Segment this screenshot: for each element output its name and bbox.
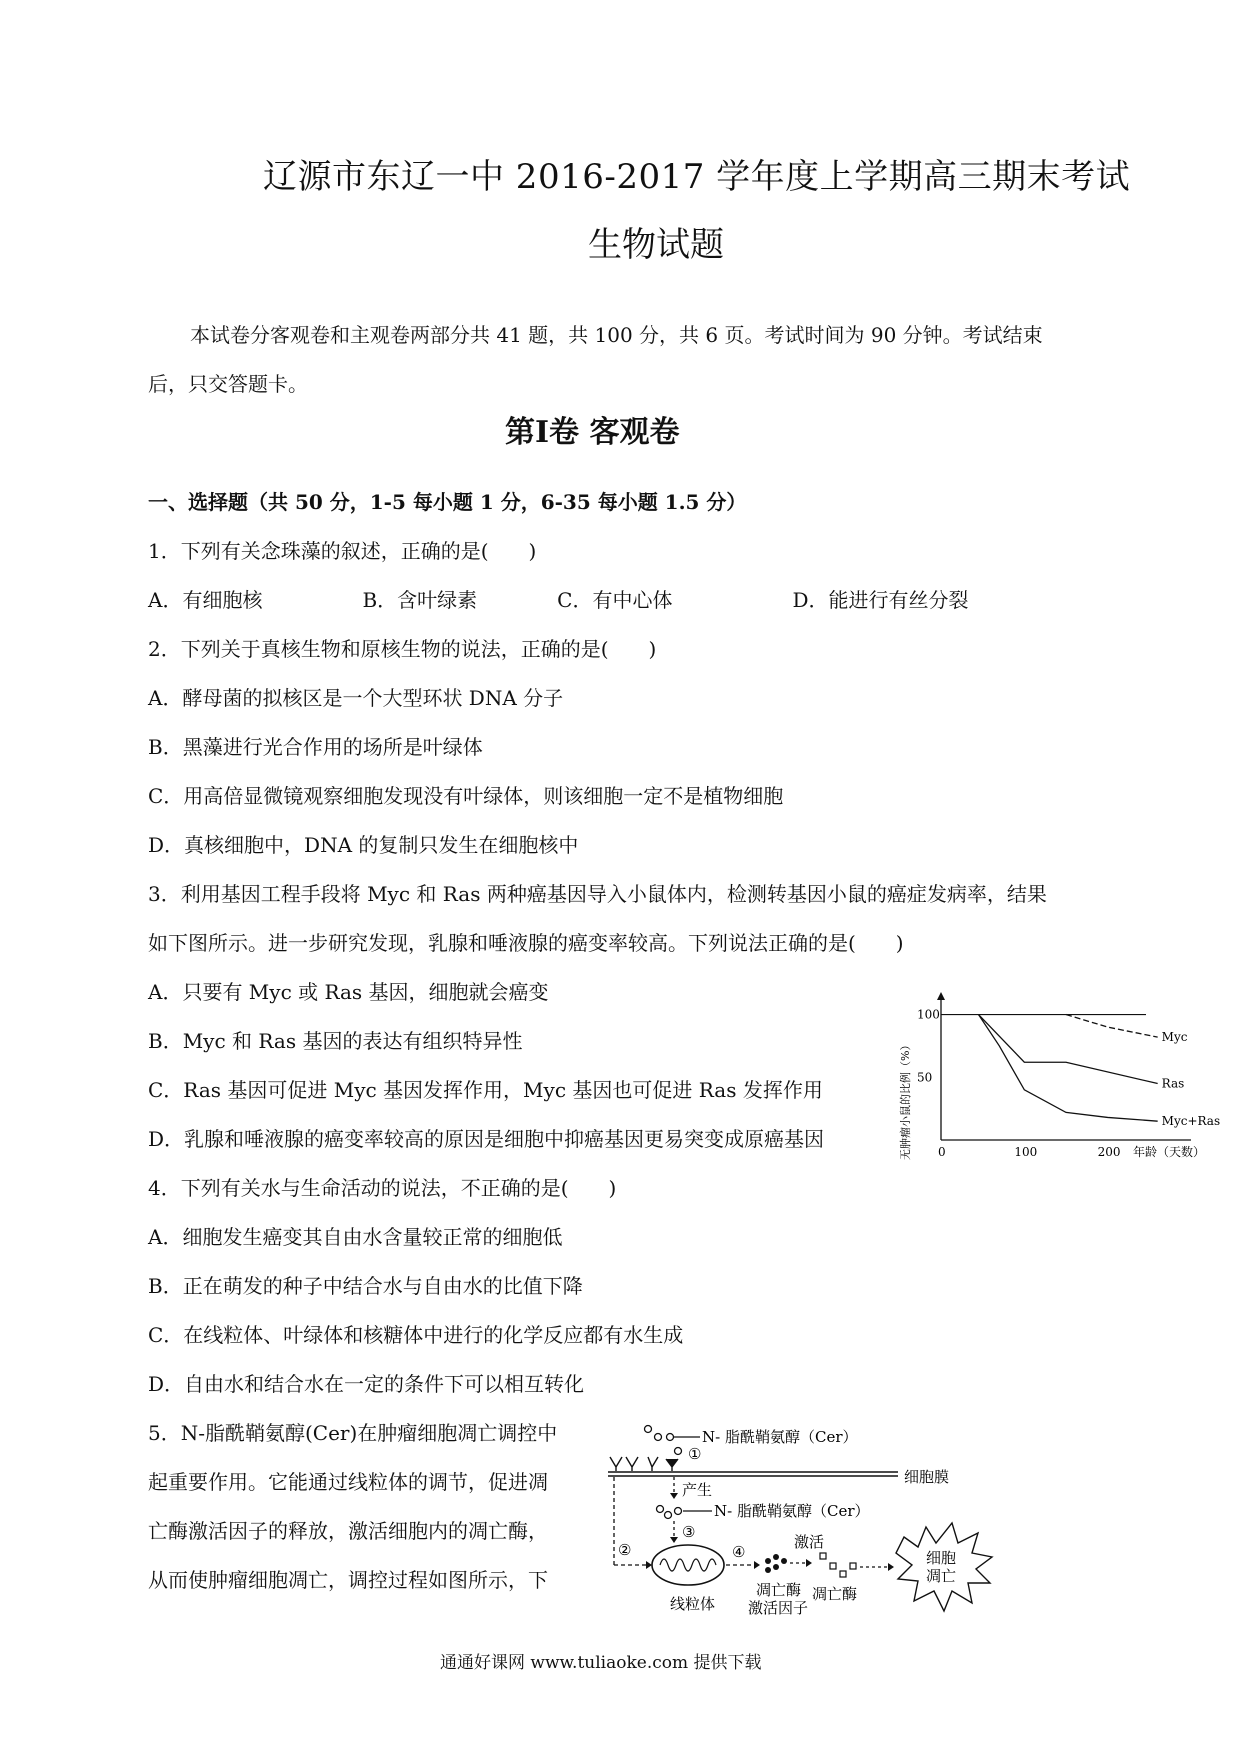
chart-y-label: 无肿瘤小鼠的比例（%） (899, 1039, 912, 1160)
cer-apoptosis-diagram (608, 1415, 1038, 1630)
arrow-head (646, 1561, 652, 1569)
option-line: B．黑藻进行光合作用的场所是叶绿体 (148, 735, 483, 759)
option-line: D．真核细胞中，DNA 的复制只发生在细胞核中 (148, 833, 579, 857)
enzyme-square (830, 1563, 836, 1569)
question-line: 从而使肿瘤细胞凋亡，调控过程如图所示，下 (148, 1568, 548, 1592)
option-line: A．细胞发生癌变其自由水含量较正常的细胞低 (148, 1225, 563, 1249)
section-title: 第Ⅰ卷 客观卷 (505, 415, 680, 450)
chart-y-axis-arrow (937, 992, 945, 1000)
chart-x-tick-label: 100 (1014, 1145, 1038, 1159)
chart-x-tick-label: 0 (938, 1145, 946, 1159)
question-line: 起重要作用。它能通过线粒体的调节，促进凋 (148, 1470, 548, 1494)
receptor-icon (626, 1457, 638, 1471)
step-2-marker: ② (618, 1541, 632, 1559)
chart-series-line (1066, 1015, 1158, 1038)
step-4-marker: ④ (732, 1543, 746, 1561)
chart-series-label: Ras (1161, 1076, 1185, 1091)
factor-dot (773, 1564, 779, 1570)
receptor-icon (610, 1457, 622, 1471)
chart-x-label: 年龄（天数） (1133, 1145, 1206, 1159)
chart-axes (917, 992, 1191, 1159)
enzyme-square (820, 1553, 826, 1559)
question-line: 1．下列有关念珠藻的叙述，正确的是( ) (148, 539, 537, 563)
option-line: C．用高倍显微镜观察细胞发现没有叶绿体，则该细胞一定不是植物细胞 (148, 784, 784, 808)
option-line: B．正在萌发的种子中结合水与自由水的比值下降 (148, 1274, 583, 1298)
exam-subtitle: 生物试题 (588, 225, 724, 265)
enzyme-square (850, 1563, 856, 1569)
chart-series (979, 1015, 1221, 1129)
option-line: C．Ras 基因可促进 Myc 基因发挥作用，Myc 基因也可促进 Ras 发挥作用 (148, 1078, 823, 1102)
activate-label: 激活 (794, 1533, 825, 1551)
arrow-head (806, 1559, 812, 1567)
cer-molecule (675, 1508, 682, 1515)
factor-label-2: 激活因子 (748, 1599, 809, 1617)
factor-label-1: 凋亡酶 (756, 1581, 802, 1599)
enzyme-label: 凋亡酶 (812, 1585, 858, 1603)
arrow-head (670, 1537, 678, 1543)
factor-dot (773, 1554, 779, 1560)
arrow-head (888, 1563, 894, 1571)
chart-y-tick-label: 50 (917, 1070, 933, 1085)
mitochondrion-icon (652, 1545, 724, 1585)
arrow-head (754, 1561, 760, 1569)
question-line: 4．下列有关水与生命活动的说法，不正确的是( ) (148, 1176, 617, 1200)
question-line: 如下图所示。进一步研究发现，乳腺和唾液腺的癌变率较高。下列说法正确的是( ) (148, 931, 904, 955)
intro-line: 本试卷分客观卷和主观卷两部分共 41 题，共 100 分，共 6 页。考试时间为 90 分钟。考试结束 (190, 323, 1043, 347)
factor-dot (781, 1558, 787, 1564)
question-line: 2．下列关于真核生物和原核生物的说法，正确的是( ) (148, 637, 657, 661)
option-line: A．只要有 Myc 或 Ras 基因，细胞就会癌变 (148, 980, 549, 1004)
arrow-head (670, 1493, 678, 1499)
cer-label-mid: N- 脂酰鞘氨醇（Cer） (714, 1502, 870, 1520)
cer-molecule (667, 1434, 674, 1441)
cer-molecule (655, 1434, 662, 1441)
step-1-marker: ① (688, 1445, 702, 1463)
chart-series-label: Myc (1161, 1030, 1188, 1045)
question-line: 亡酶激活因子的释放，激活细胞内的凋亡酶， (148, 1519, 548, 1543)
option-line: C．在线粒体、叶绿体和核糖体中进行的化学反应都有水生成 (148, 1323, 684, 1347)
option-line: D．自由水和结合水在一定的条件下可以相互转化 (148, 1372, 585, 1396)
cer-molecule (665, 1512, 672, 1519)
option-line: A．酵母菌的拟核区是一个大型环状 DNA 分子 (148, 686, 564, 710)
chart-series-line (979, 1015, 1158, 1084)
mitochondrion-cristae (660, 1559, 716, 1571)
exam-title: 辽源市东辽一中 2016-2017 学年度上学期高三期末考试 (263, 157, 1131, 197)
chart-series-line (979, 1015, 1158, 1122)
apoptosis-label-1: 细胞 (926, 1549, 957, 1567)
option-line: D．乳腺和唾液腺的癌变率较高的原因是细胞中抑癌基因更易突变成原癌基因 (148, 1127, 825, 1151)
factor-dot (765, 1558, 771, 1564)
factor-dot (765, 1567, 771, 1573)
step-3-marker: ③ (682, 1523, 696, 1541)
tumor-free-mice-chart (895, 990, 1225, 1165)
question-line: 5．N-脂酰鞘氨醇(Cer)在肿瘤细胞凋亡调控中 (148, 1421, 558, 1445)
enzyme-square (840, 1571, 846, 1577)
option-line: B．Myc 和 Ras 基因的表达有组织特异性 (148, 1029, 523, 1053)
chart-x-tick-label: 200 (1097, 1145, 1121, 1159)
produce-label: 产生 (682, 1481, 713, 1499)
intro-line: 后，只交答题卡。 (148, 372, 308, 396)
apoptosis-label-2: 凋亡 (926, 1567, 957, 1585)
membrane-label: 细胞膜 (904, 1468, 950, 1486)
option-line: A．有细胞核 B．含叶绿素 C．有中心体 D．能进行有丝分裂 (148, 588, 969, 612)
receptor-icon (648, 1457, 658, 1471)
cer-molecule (645, 1426, 652, 1433)
receptor-bound-icon (666, 1459, 678, 1471)
cer-label-top: N- 脂酰鞘氨醇（Cer） (702, 1428, 858, 1446)
mitochondrion-label: 线粒体 (670, 1595, 716, 1613)
cer-molecule (657, 1506, 664, 1513)
chart-series-label: Myc+Ras (1161, 1114, 1221, 1129)
question-line: 3．利用基因工程手段将 Myc 和 Ras 两种癌基因导入小鼠体内，检测转基因小鼠的癌症发病率，结果 (148, 882, 1047, 906)
footer-text: 通通好课网 www.tuliaoke.com 提供下载 (440, 1653, 762, 1673)
chart-y-tick-label: 100 (917, 1007, 940, 1022)
cer-molecule (675, 1448, 682, 1455)
part-heading: 一、选择题（共 50 分，1-5 每小题 1 分，6-35 每小题 1.5 分） (148, 490, 747, 514)
